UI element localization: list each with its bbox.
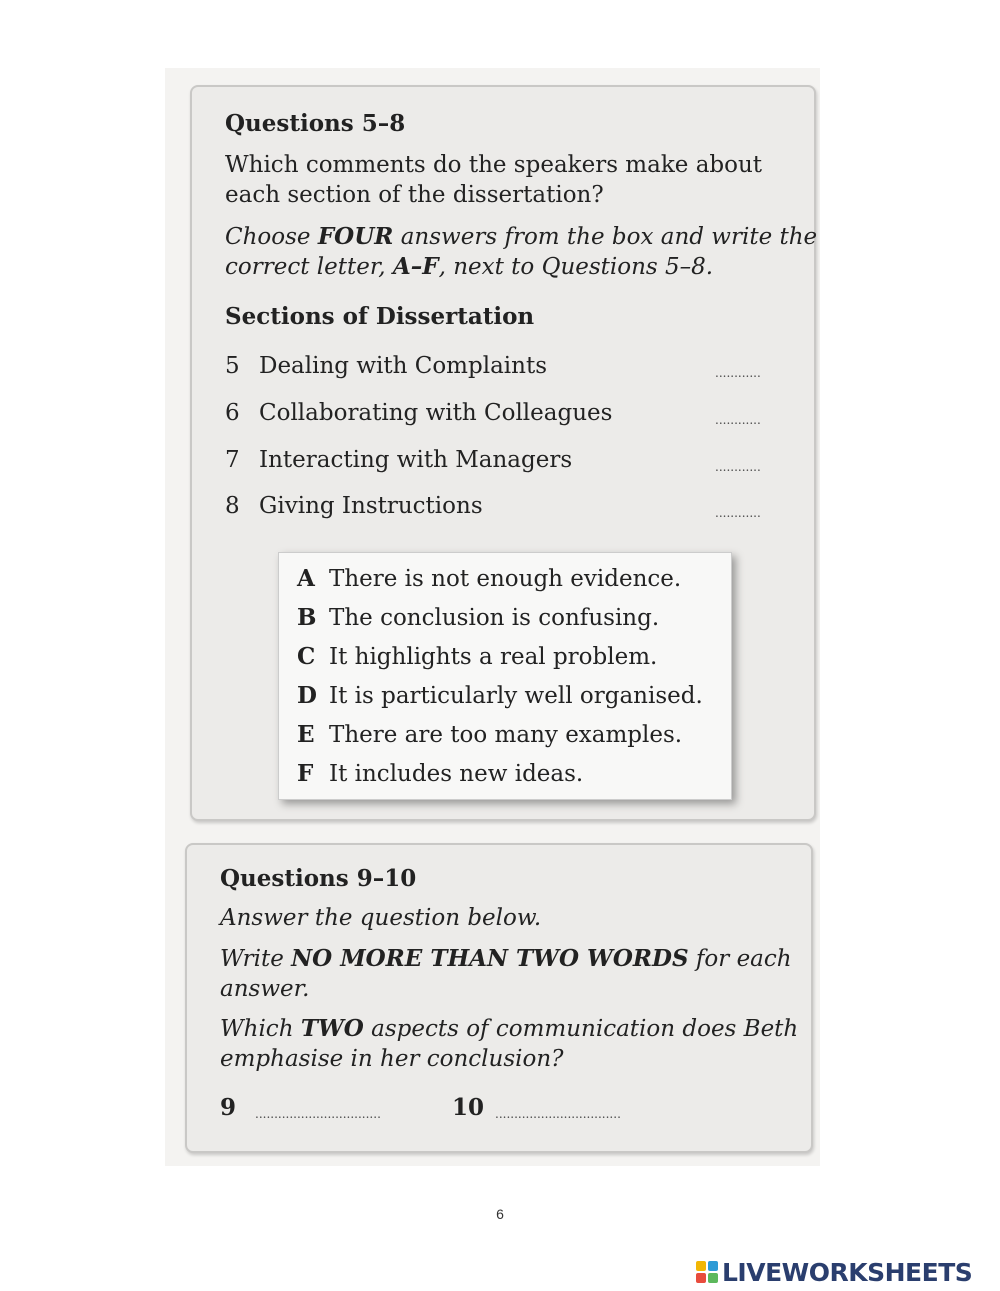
page-number: 6 [496, 1206, 504, 1222]
liveworksheets-logo [696, 1257, 972, 1287]
answer-blank-7[interactable]: ............ [715, 460, 761, 474]
option-a: A There is not enough evidence. [297, 565, 682, 592]
list-item: 7 Interacting with Managers [225, 447, 573, 473]
section2-title: Questions 9–10 [220, 865, 417, 892]
section1-title: Questions 5–8 [225, 110, 406, 137]
liveworksheets-icon [696, 1261, 718, 1283]
list-item: 5 Dealing with Complaints [225, 353, 547, 379]
word-limit-instruction-2: answer. [220, 976, 310, 1002]
brand-name: LIVEWORKSHEETS [722, 1257, 973, 1287]
question-line-2: each section of the dissertation? [225, 182, 604, 208]
answer-blank-8[interactable]: ............ [715, 506, 761, 520]
question-line-1: Which comments do the speakers make about [225, 152, 763, 178]
option-c: C It highlights a real problem. [297, 643, 658, 670]
answer-blank-10[interactable]: ................................. [495, 1107, 621, 1121]
question-9-10-line-1: Which TWO aspects of communication does Beth [220, 1015, 799, 1042]
instruction-line-1: Choose FOUR answers from the box and write the [225, 223, 818, 250]
list-item: 6 Collaborating with Colleagues [225, 400, 613, 426]
option-b: B The conclusion is confusing. [297, 604, 660, 631]
sections-heading: Sections of Dissertation [225, 303, 535, 330]
list-item: 8 Giving Instructions [225, 493, 483, 519]
question-10-number: 10 [452, 1094, 485, 1121]
question-9-10-line-2: emphasise in her conclusion? [220, 1046, 564, 1072]
answer-blank-6[interactable]: ............ [715, 413, 761, 427]
option-e: E There are too many examples. [297, 721, 683, 748]
option-f: F It includes new ideas. [297, 760, 584, 787]
question-9-number: 9 [220, 1094, 237, 1121]
option-d: D It is particularly well organised. [297, 682, 703, 709]
answer-blank-9[interactable]: ................................. [255, 1107, 381, 1121]
word-limit-instruction: Write NO MORE THAN TWO WORDS for each [220, 945, 792, 972]
answer-blank-5[interactable]: ............ [715, 366, 761, 380]
answer-instruction: Answer the question below. [220, 905, 542, 931]
options-box [278, 552, 732, 800]
instruction-line-2: correct letter, A–F, next to Questions 5–8. [225, 253, 714, 280]
